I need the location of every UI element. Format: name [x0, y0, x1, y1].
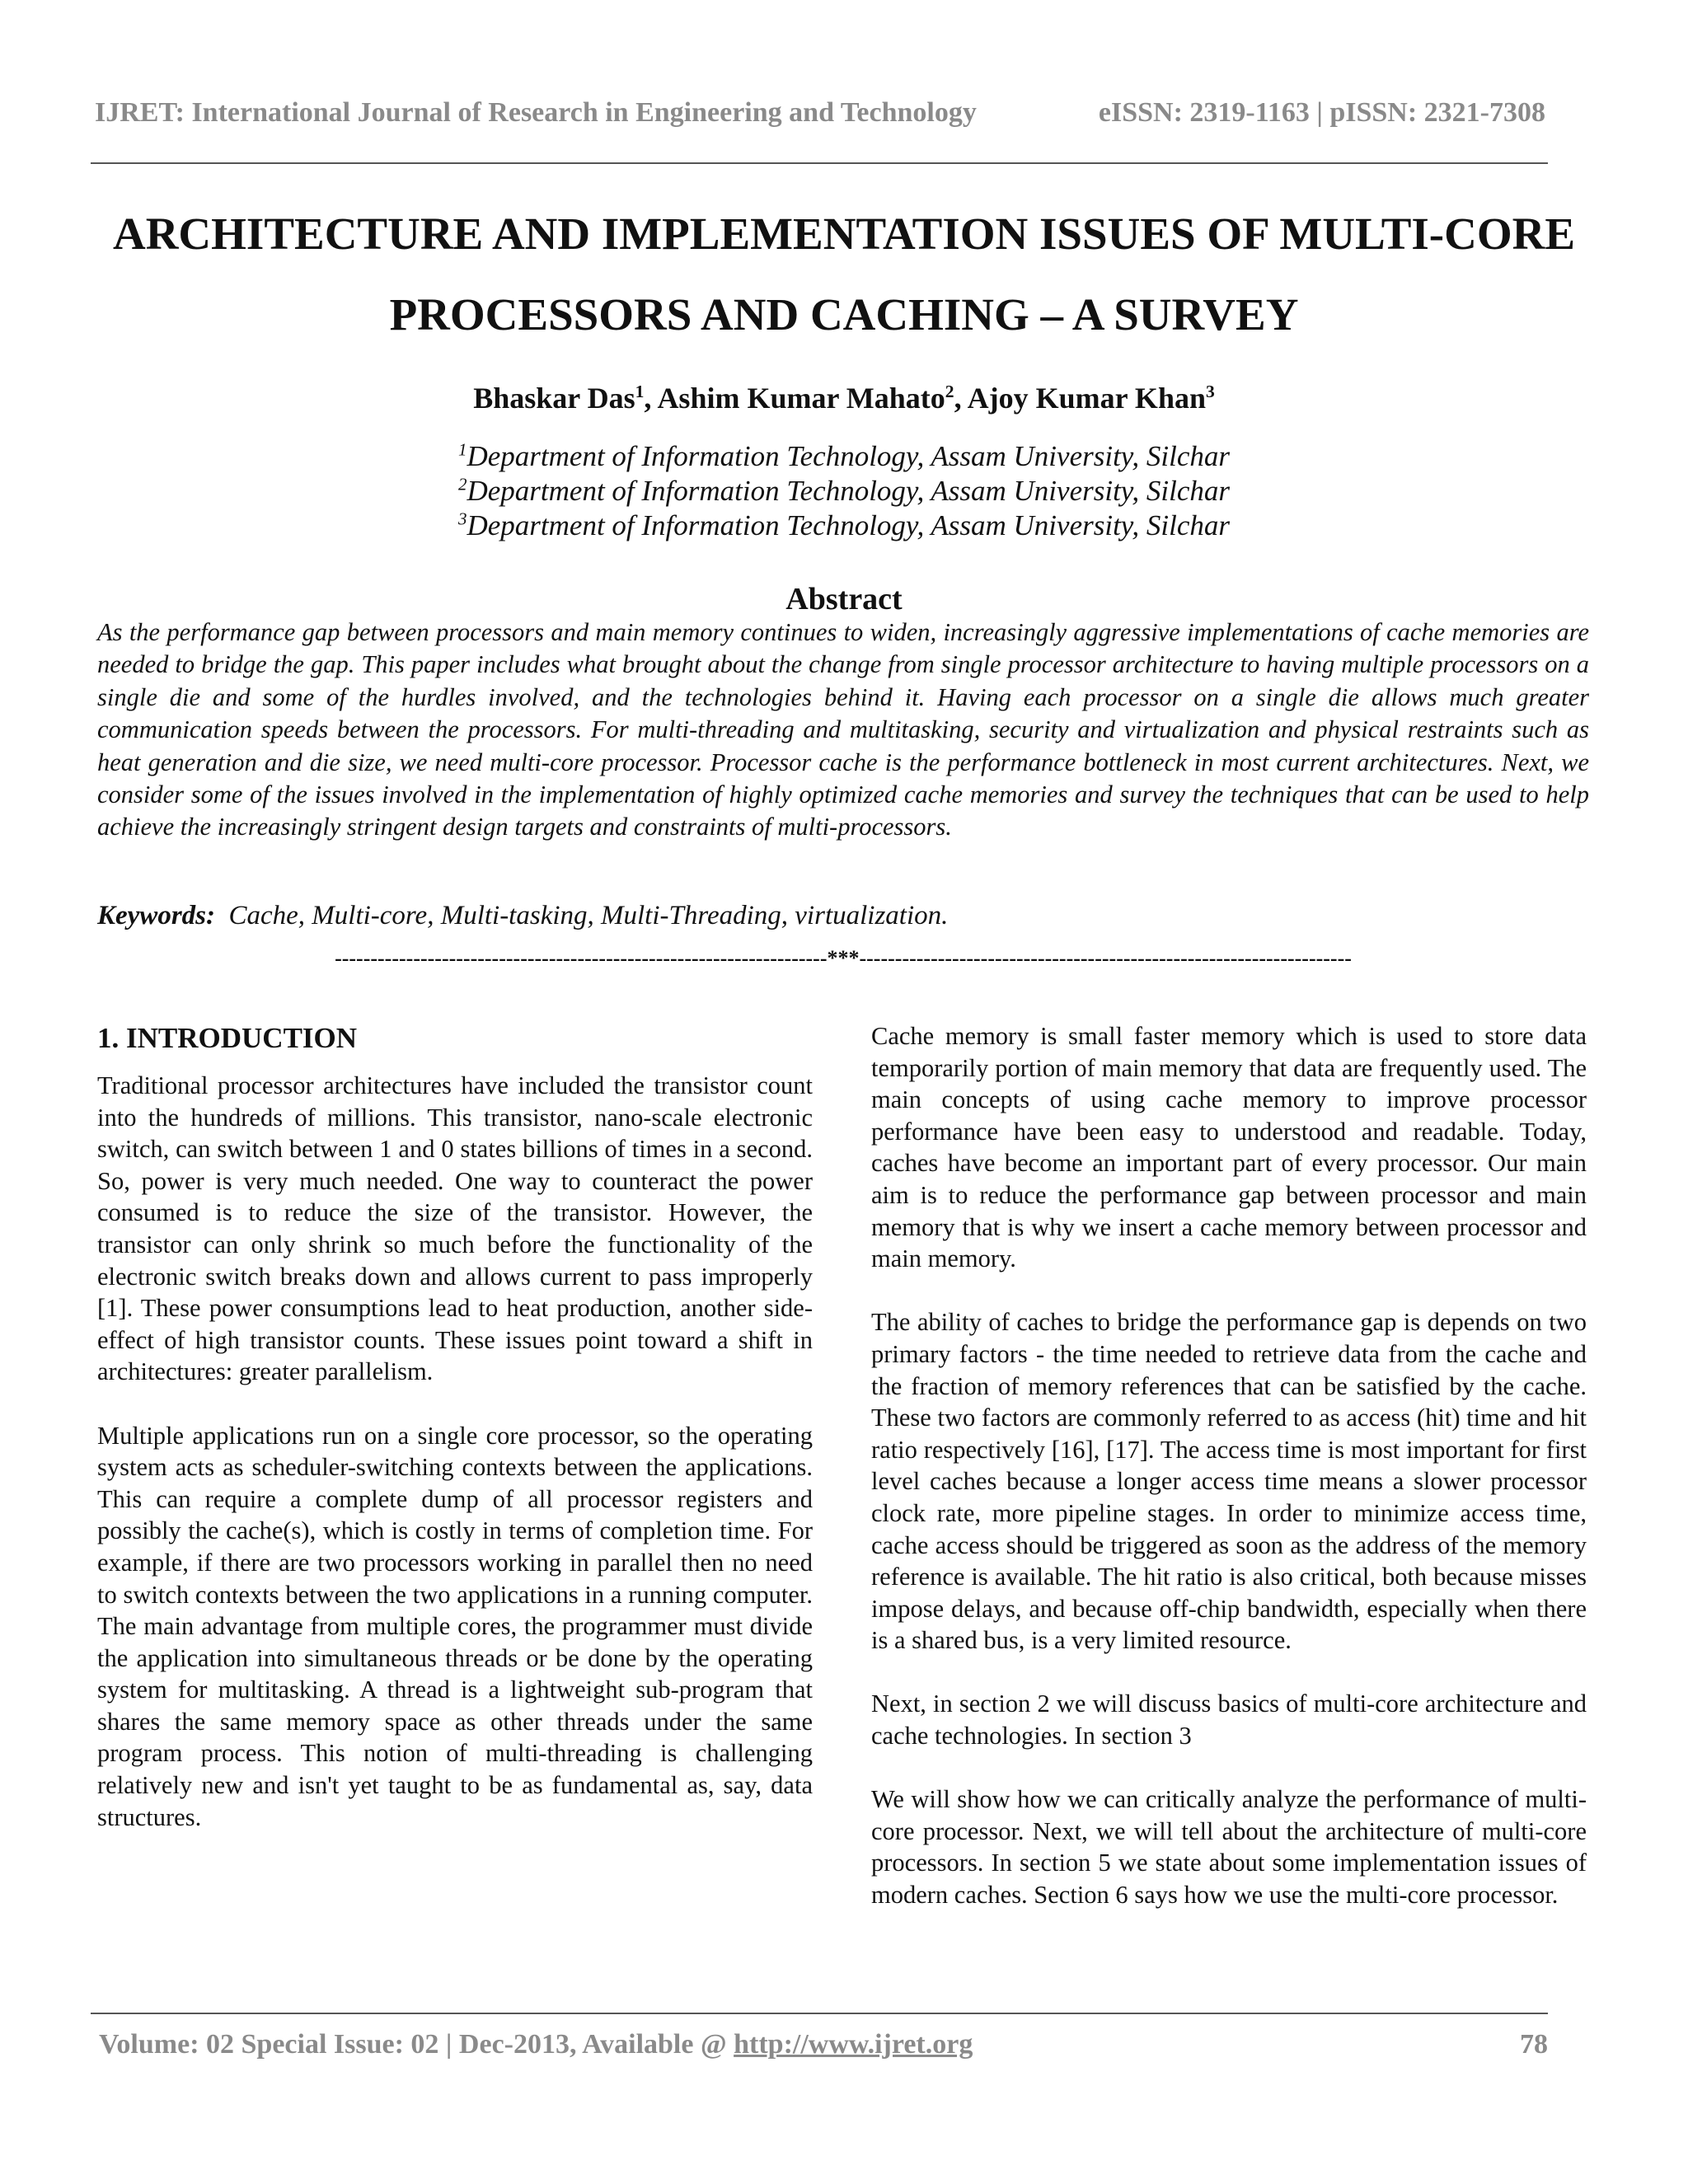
keywords: [97, 901, 1589, 931]
paragraph: Next, in section 2 we will discuss basics of multi-core architecture and cache technologies. In section 3: [871, 1690, 1587, 1750]
author-1: Bhaskar Das$^1$,: [473, 382, 658, 415]
paragraph: Cache memory is small faster memory which is used to store data temporarily portion of main memory that data are frequently used. The main concepts of using cache memory to improve processor performance have been easy to understood and readable. Today, caches have become an important part of every processor. Our main aim is to reduce the performance gap between processor and main memory that is why we insert a cache memory between processor and main memory.: [871, 1022, 1587, 1273]
author-2: Ashim Kumar Mahato$^2$,: [657, 382, 968, 415]
page-number: 78: [1520, 2029, 1548, 2060]
title-line-2: PROCESSORS AND CACHING – A SURVEY: [389, 289, 1299, 340]
paragraph: Traditional processor architectures have included the transistor count into the hundreds of millions. This transistor, nano-scale electronic switch, can switch between 1 and 0 states billions of times in a second. So, power is very much needed. One way to counteract the power consumed is to reduce the size of the transistor. However, the transistor can only shrink so much before the functionality of the electronic switch breaks down and allows current to pass improperly [1]. These power consumptions lead to heat production, another side-effect of high transistor counts. These issues point toward a shift in architectures: greater parallelism.: [97, 1071, 813, 1386]
journal-name: IJRET: International Journal of Research in Engineering and Technology: [95, 97, 977, 128]
affiliation-3: $^3$Department of Information Technology, Assam University, Silchar: [457, 509, 1231, 541]
running-footer: [99, 2029, 1548, 2060]
keywords-label: Keywords:: [97, 901, 215, 930]
footer-divider: [91, 2013, 1548, 2014]
issn-info: eISSN: 2319-1163 | pISSN: 2321-7308: [1098, 97, 1545, 128]
title-line-1: ARCHITECTURE AND IMPLEMENTATION ISSUES OF MULTI-CORE: [112, 209, 1576, 259]
affiliations: [0, 439, 1688, 543]
header-divider: [91, 162, 1548, 164]
author-list: [0, 381, 1688, 415]
volume-info: Volume: 02 Special Issue: 02 | Dec-2013, Available @ http://www.ijret.org: [99, 2029, 973, 2060]
paper-title: [82, 194, 1606, 355]
keywords-text: Cache, Multi-core, Multi-tasking, Multi-Threading, virtualization.: [228, 901, 949, 930]
paragraph: The ability of caches to bridge the performance gap is depends on two primary factors - the time needed to retrieve data from the cache and the fraction of memory references that can be satisfied by the cache. These two factors are commonly referred to as access (hit) time and hit ratio respectively [16], [17]. The access time is most important for first level caches because a longer access time means a slower processor clock rate, more pipeline stages. In order to minimize access time, cache access should be triggered as soon as the address of the memory reference is available. The hit ratio is also critical, both because misses impose delays, and because off-chip bandwidth, especially when there is a shared bus, is a very limited resource.: [871, 1308, 1587, 1655]
section-separator: ---------------------------------------------------------------------***---------------------------------------------------------------------: [335, 946, 1352, 970]
paragraph: Multiple applications run on a single core processor, so the operating system acts as scheduler-switching contexts between the applications. This can require a complete dump of all processor registers and possibly the cache(s), which is costly in terms of completion time. For example, if there are two processors working in parallel then no need to switch contexts between the two applications in a running computer. The main advantage from multiple cores, the programmer must divide the application into simultaneous threads or be done by the operating system for multitasking. A thread is a lightweight sub-program that shares the same memory space as other threads under the same program process. This notion of multi-threading is challenging relatively new and isn't yet taught to be as fundamental as, say, data structures.: [97, 1421, 813, 1831]
journal-link[interactable]: http://www.ijret.org: [734, 2029, 973, 2060]
author-3: Ajoy Kumar Khan$^3$: [967, 382, 1215, 415]
left-column: [97, 1020, 813, 1865]
section-heading-introduction: 1. INTRODUCTION: [97, 1022, 358, 1054]
affiliation-2: $^2$Department of Information Technology, Assam University, Silchar: [457, 474, 1231, 507]
abstract-body: As the performance gap between processors and main memory continues to widen, increasingly aggressive implementations of cache memories are needed to bridge the gap. This paper includes what brought about the change from single processor architecture to having multiple processors on a single die and some of the hurdles involved, and the technologies behind it. Having each processor on a single die allows much greater communication speeds between the processors. For multi-threading and multitasking, security and virtualization and physical restraints such as heat generation and die size, we need multi-core processor. Processor cache is the performance bottleneck in most current architectures. Next, we consider some of the issues involved in the implementation of highly optimized cache memories and survey the techniques that can be used to help achieve the increasingly stringent design targets and constraints of multi-processors.: [97, 618, 1589, 841]
right-column: [871, 1020, 1587, 1943]
paragraph: We will show how we can critically analyze the performance of multi-core processor. Next, we will tell about the architecture of multi-core processors. In section 5 we state about some implementation issues of modern caches. Section 6 says how we use the multi-core processor.: [871, 1785, 1587, 1910]
abstract-heading: Abstract: [785, 582, 903, 616]
running-header: [95, 97, 1545, 129]
affiliation-1: $^1$Department of Information Technology, Assam University, Silchar: [457, 439, 1231, 472]
